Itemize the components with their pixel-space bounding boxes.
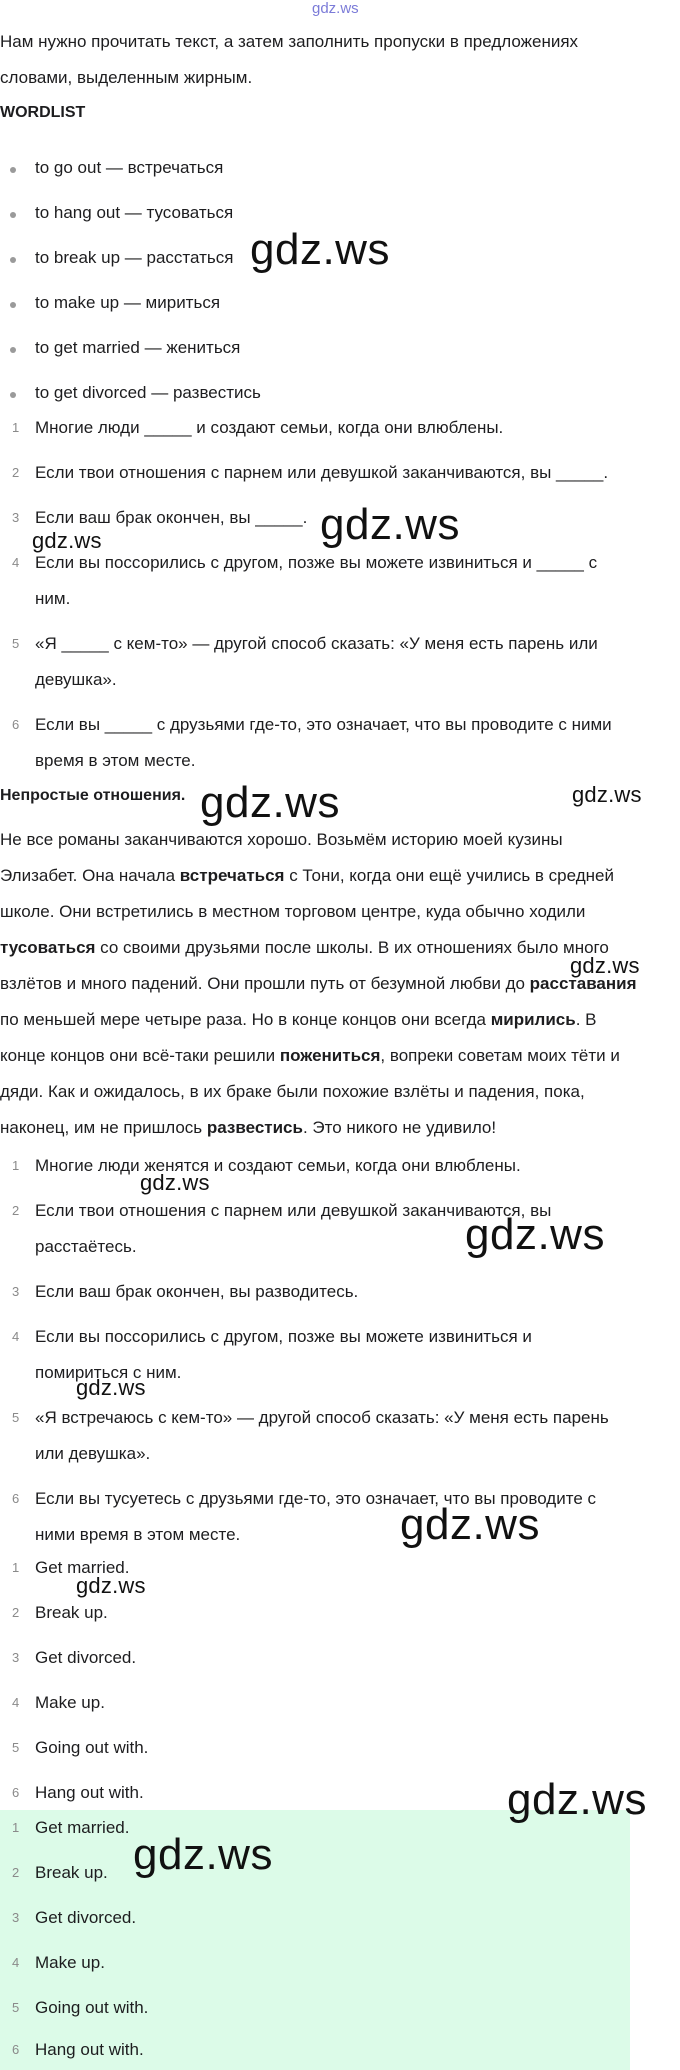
list-item: to make up — мириться bbox=[35, 293, 221, 312]
list-item-cont: ним. bbox=[35, 589, 71, 608]
story-line: школе. Они встретились в местном торговом центре, куда обычно ходили bbox=[0, 902, 586, 921]
list-item: Если вы поссорились с другом, позже вы можете извиниться и bbox=[35, 1327, 532, 1346]
watermark: gdz.ws bbox=[572, 782, 642, 807]
list-item-cont: ними время в этом месте. bbox=[35, 1525, 241, 1544]
item-number: 6 bbox=[12, 1785, 20, 1800]
item-number: 3 bbox=[12, 1910, 20, 1925]
watermark: gdz.ws bbox=[250, 225, 390, 274]
item-number: 1 bbox=[12, 1158, 20, 1173]
list-item: to hang out — тусоваться bbox=[35, 203, 234, 222]
story-line: тусоваться со своими друзьями после школы. В их отношениях было много bbox=[0, 938, 609, 957]
list-item: to break up — расстаться bbox=[35, 248, 234, 267]
item-number: 2 bbox=[12, 1203, 20, 1218]
item-number: 4 bbox=[12, 1955, 20, 1970]
item-number: 4 bbox=[12, 1695, 20, 1710]
intro-line-2: словами, выделенным жирным. bbox=[0, 68, 253, 87]
story-line: Не все романы заканчиваются хорошо. Возьмём историю моей кузины bbox=[0, 830, 563, 849]
list-item: Если ваш брак окончен, вы _____. bbox=[35, 508, 308, 527]
list-item: Hang out with. bbox=[35, 2040, 144, 2059]
item-number: 6 bbox=[12, 2042, 20, 2057]
item-number: 2 bbox=[12, 1605, 20, 1620]
list-item: Going out with. bbox=[35, 1738, 149, 1757]
list-item-cont: или девушка». bbox=[35, 1444, 151, 1463]
watermark: gdz.ws bbox=[400, 1500, 540, 1549]
bullet-icon bbox=[10, 302, 16, 308]
story-line: конце концов они всё-таки решили пожениться, вопреки советам моих тёти и bbox=[0, 1046, 620, 1065]
list-item: Если твои отношения с парнем или девушкой заканчиваются, вы bbox=[35, 1201, 552, 1220]
list-item: Get divorced. bbox=[35, 1908, 137, 1927]
list-item: Make up. bbox=[35, 1953, 105, 1972]
item-number: 1 bbox=[12, 1820, 20, 1835]
list-item-cont: время в этом месте. bbox=[35, 751, 196, 770]
bullet-icon bbox=[10, 257, 16, 263]
list-item: Многие люди женятся и создают семьи, когда они влюблены. bbox=[35, 1156, 521, 1175]
watermark-top: gdz.ws bbox=[312, 0, 359, 17]
list-item: Break up. bbox=[35, 1863, 108, 1882]
item-number: 1 bbox=[12, 420, 20, 435]
list-item: to get married — жениться bbox=[35, 338, 241, 357]
watermark: gdz.ws bbox=[140, 1170, 210, 1195]
bullet-icon bbox=[10, 212, 16, 218]
item-number: 6 bbox=[12, 717, 20, 732]
list-item: «Я _____ с кем-то» — другой способ сказать: «У меня есть парень или bbox=[35, 634, 598, 653]
item-number: 5 bbox=[12, 636, 20, 651]
item-number: 3 bbox=[12, 510, 20, 525]
list-item: Если вы поссорились с другом, позже вы можете извиниться и _____ с bbox=[35, 553, 598, 572]
list-item: Многие люди _____ и создают семьи, когда они влюблены. bbox=[35, 418, 504, 437]
item-number: 1 bbox=[12, 1560, 20, 1575]
story-heading: Непростые отношения. bbox=[0, 787, 186, 804]
list-item: Hang out with. bbox=[35, 1783, 144, 1802]
watermark: gdz.ws bbox=[200, 778, 340, 827]
watermark: gdz.ws bbox=[32, 528, 102, 553]
wordlist-heading: WORDLIST bbox=[0, 104, 86, 121]
item-number: 4 bbox=[12, 555, 20, 570]
item-number: 5 bbox=[12, 1740, 20, 1755]
list-item-cont: расстаётесь. bbox=[35, 1237, 137, 1256]
watermark: gdz.ws bbox=[465, 1210, 605, 1259]
list-item: Get married. bbox=[35, 1818, 130, 1837]
item-number: 3 bbox=[12, 1650, 20, 1665]
watermark: gdz.ws bbox=[320, 500, 460, 549]
bullet-icon bbox=[10, 347, 16, 353]
list-item-cont: помириться с ним. bbox=[35, 1363, 182, 1382]
bullet-icon bbox=[10, 167, 16, 173]
item-number: 6 bbox=[12, 1491, 20, 1506]
list-item: Если твои отношения с парнем или девушкой заканчиваются, вы _____. bbox=[35, 463, 609, 482]
story-line: Элизабет. Она начала встречаться с Тони, когда они ещё учились в средней bbox=[0, 866, 614, 885]
watermark: gdz.ws bbox=[76, 1375, 146, 1400]
list-item: to go out — встречаться bbox=[35, 158, 224, 177]
watermark: gdz.ws bbox=[507, 1775, 647, 1824]
item-number: 3 bbox=[12, 1284, 20, 1299]
item-number: 4 bbox=[12, 1329, 20, 1344]
item-number: 2 bbox=[12, 465, 20, 480]
list-item: to get divorced — развестись bbox=[35, 383, 261, 402]
list-item-cont: девушка». bbox=[35, 670, 117, 689]
story-line: по меньшей мере четыре раза. Но в конце концов они всегда мирились. В bbox=[0, 1010, 597, 1029]
list-item: Если вы _____ с друзьями где-то, это означает, что вы проводите с ними bbox=[35, 715, 612, 734]
list-item: Get married. bbox=[35, 1558, 130, 1577]
bullet-icon bbox=[10, 392, 16, 398]
item-number: 5 bbox=[12, 1410, 20, 1425]
story-line: взлётов и много падений. Они прошли путь от безумной любви до расставания bbox=[0, 974, 637, 993]
item-number: 2 bbox=[12, 1865, 20, 1880]
list-item: Make up. bbox=[35, 1693, 105, 1712]
list-item: Going out with. bbox=[35, 1998, 149, 2017]
watermark: gdz.ws bbox=[76, 1573, 146, 1598]
story-line: наконец, им не пришлось развестись. Это никого не удивило! bbox=[0, 1118, 497, 1137]
list-item: Break up. bbox=[35, 1603, 108, 1622]
list-item: Если ваш брак окончен, вы разводитесь. bbox=[35, 1282, 359, 1301]
watermark: gdz.ws bbox=[133, 1830, 273, 1879]
intro-line-1: Нам нужно прочитать текст, а затем заполнить пропуски в предложениях bbox=[0, 32, 579, 51]
watermark: gdz.ws bbox=[570, 953, 640, 978]
highlighted-answers bbox=[0, 1810, 630, 2070]
list-item: Get divorced. bbox=[35, 1648, 137, 1667]
story-line: дяди. Как и ожидалось, в их браке были похожие взлёты и падения, пока, bbox=[0, 1082, 585, 1101]
item-number: 5 bbox=[12, 2000, 20, 2015]
list-item: Если вы тусуетесь с друзьями где-то, это означает, что вы проводите с bbox=[35, 1489, 596, 1508]
list-item: «Я встречаюсь с кем-то» — другой способ сказать: «У меня есть парень bbox=[35, 1408, 609, 1427]
